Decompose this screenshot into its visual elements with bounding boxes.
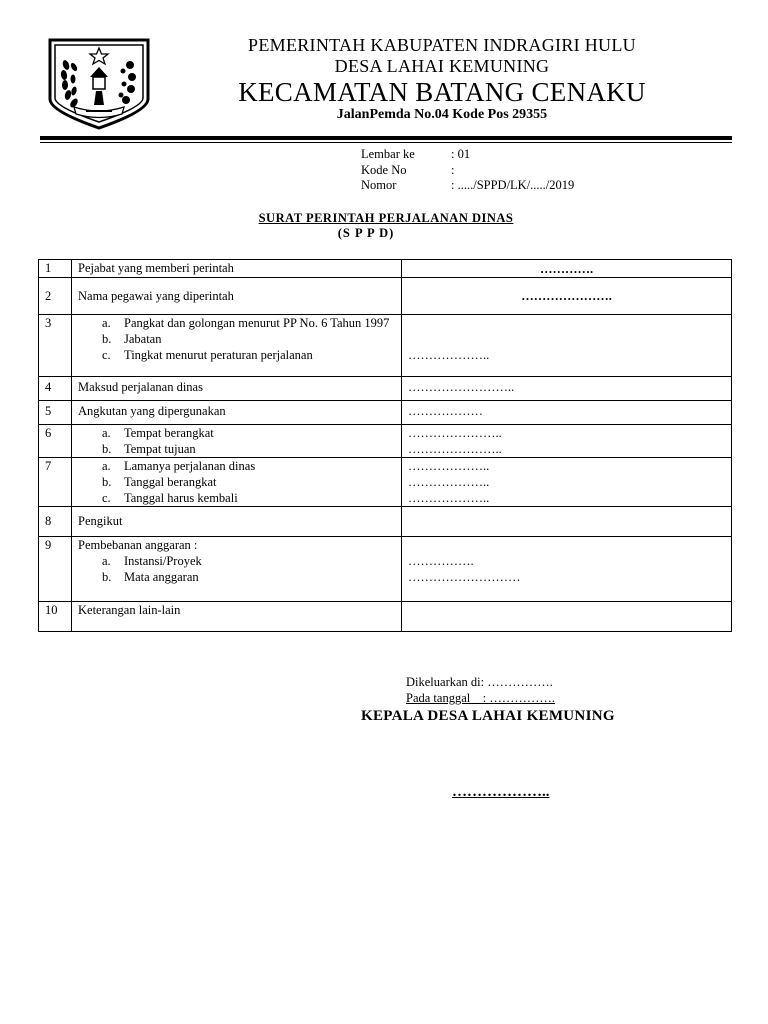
meta-label-kode: Kode No (361, 163, 407, 177)
row-number: 7 (39, 458, 72, 507)
row-value: ……………… (402, 401, 732, 425)
table-row (39, 278, 732, 315)
row-number: 10 (39, 602, 72, 632)
list-item: c. Tingkat menurut peraturan perjalanan (102, 348, 313, 362)
row-label: Keterangan lain-lain (72, 602, 402, 632)
row-number: 4 (39, 377, 72, 401)
letterhead-line-1: PEMERINTAH KABUPATEN INDRAGIRI HULU (248, 35, 636, 55)
row-value (402, 507, 732, 537)
row-value: ……………. ……………………… (402, 537, 732, 602)
list-item: a. Instansi/Proyek (102, 554, 202, 568)
row-label: Pengikut (72, 507, 402, 537)
row-value: …………………….. (402, 377, 732, 401)
table-row (39, 260, 732, 278)
letterhead-address: JalanPemda No.04 Kode Pos 29355 (336, 107, 548, 122)
letterhead-line-3: KECAMATAN BATANG CENAKU (238, 77, 646, 107)
list-item: b. Tanggal berangkat (102, 475, 217, 489)
row-number: 5 (39, 401, 72, 425)
meta-value-lembar: : 01 (451, 147, 471, 161)
sppd-form-table (38, 259, 731, 632)
list-item: b. Mata anggaran (102, 570, 199, 584)
regency-emblem-icon (46, 37, 152, 131)
row-number: 8 (39, 507, 72, 537)
list-item: c. Tanggal harus kembali (102, 491, 238, 505)
meta-value-kode: : (451, 163, 455, 177)
signatory-title: KEPALA DESA LAHAI KEMUNING (361, 708, 615, 724)
list-item: a. Lamanya perjalanan dinas (102, 459, 256, 473)
table-row (39, 537, 732, 602)
row-label (72, 425, 402, 458)
meta-value-nomor: : ...../SPPD/LK/...../2019 (451, 178, 575, 192)
row-label: Angkutan yang dipergunakan (72, 401, 402, 425)
meta-label-lembar: Lembar ke (361, 147, 415, 161)
table-row (39, 401, 732, 425)
list-item: b. Tempat tujuan (102, 442, 196, 456)
row-number: 6 (39, 425, 72, 458)
row-value: ……………….. ……………….. ……………….. (402, 458, 732, 507)
row-label: Maksud perjalanan dinas (72, 377, 402, 401)
document-title: SURAT PERINTAH PERJALANAN DINAS (258, 211, 514, 225)
issued-at-line: Dikeluarkan di: ……………. (406, 675, 553, 689)
document-subtitle: (S P P D) (337, 226, 395, 240)
table-row (39, 458, 732, 507)
row-number: 9 (39, 537, 72, 602)
list-item: a. Pangkat dan golongan menurut PP No. 6 Tahun 1997 (102, 316, 390, 330)
row-value: …………………. (402, 278, 732, 315)
row-number: 2 (39, 278, 72, 315)
row-value: ………………….. ………………….. (402, 425, 732, 458)
row-label: Pejabat yang memberi perintah (72, 260, 402, 278)
row-number: 1 (39, 260, 72, 278)
row-label: Pembebanan anggaran : a. Instansi/Proyek b. Mata anggaran (72, 537, 402, 602)
row-value: ……………….. (402, 315, 732, 377)
row-label (72, 315, 402, 377)
table-row (39, 507, 732, 537)
issued-date-line: Pada tanggal : ……………. (406, 691, 555, 705)
row-number: 3 (39, 315, 72, 377)
list-item: a. Tempat berangkat (102, 426, 214, 440)
table-row (39, 315, 732, 377)
row-value: …………. (402, 260, 732, 278)
table-row (39, 425, 732, 458)
meta-label-nomor: Nomor (361, 178, 397, 192)
row-value (402, 602, 732, 632)
letterhead-line-2: DESA LAHAI KEMUNING (334, 56, 550, 76)
row-label: Nama pegawai yang diperintah (72, 278, 402, 315)
list-item: b. Jabatan (102, 332, 162, 346)
signatory-name-placeholder: ……………….. (452, 784, 550, 800)
letterhead-rule-thick (40, 136, 732, 140)
table-row (39, 602, 732, 632)
row-label (72, 458, 402, 507)
table-row (39, 377, 732, 401)
letterhead-rule-thin (40, 142, 732, 143)
